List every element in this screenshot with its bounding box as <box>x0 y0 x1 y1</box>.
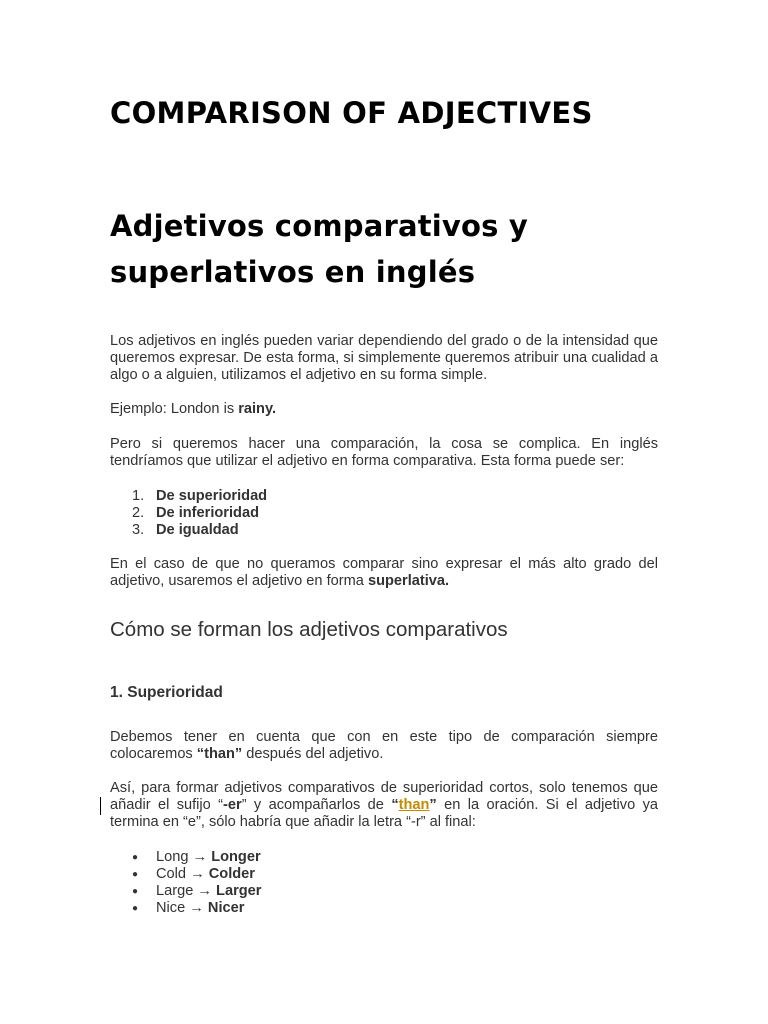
list-item <box>110 849 658 866</box>
than-rule-bold: “than” <box>196 746 243 762</box>
subsection-heading: 1. Superioridad <box>110 684 223 701</box>
example-comparative: Longer <box>211 849 261 865</box>
than-rule-text: Debemos tener en cuenta que con en este tipo de comparación siempre colocaremos <box>110 729 658 762</box>
example-text: Ejemplo: London is <box>110 401 239 417</box>
short-rule-text: Así, para formar adjetivos comparativos de superioridad cortos, solo tenemos que añadir el sufijo “ <box>110 780 658 813</box>
arrow-icon: → <box>189 900 204 916</box>
list-item <box>110 505 658 522</box>
quote-close: ” <box>429 797 437 813</box>
short-rule-paragraph <box>110 780 658 831</box>
text-cursor <box>100 797 101 815</box>
list-item <box>110 900 658 917</box>
list-number: 1. <box>132 488 145 504</box>
than-link[interactable]: than <box>398 797 430 813</box>
list-item <box>110 522 658 539</box>
example-base: Nice <box>156 900 186 916</box>
er-suffix-bold: -er <box>223 797 242 813</box>
example-base: Cold <box>156 866 187 882</box>
example-comparative: Larger <box>216 883 262 899</box>
list-item-label: De igualdad <box>156 522 239 538</box>
section-heading: Cómo se forman los adjetivos comparativos <box>110 618 508 641</box>
list-number: 2. <box>132 505 145 521</box>
list-item-label: De inferioridad <box>156 505 259 521</box>
than-rule-suffix: después del adjetivo. <box>242 746 384 762</box>
list-item <box>110 866 658 883</box>
list-item <box>110 488 658 505</box>
example-base: Large <box>156 883 194 899</box>
comparison-intro-paragraph: Pero si queremos hacer una comparación, la cosa se complica. En inglés tendríamos que utilizar el adjetivo en forma comparativa. Esta forma puede ser: <box>110 436 658 469</box>
superlative-bold: superlativa. <box>367 573 450 589</box>
superlative-text: En el caso de que no queramos comparar sino expresar el más alto grado del adjetivo, usaremos el adjetivo en forma <box>110 556 658 589</box>
list-item <box>110 883 658 900</box>
arrow-icon: → <box>192 849 208 865</box>
bullet-icon: ● <box>132 903 139 914</box>
degrees-list <box>110 488 658 539</box>
example-paragraph <box>110 401 658 418</box>
bullet-icon: ● <box>132 852 139 863</box>
intro-paragraph: Los adjetivos en inglés pueden variar dependiendo del grado o de la intensidad que queremos expresar. De esta forma, si simplemente queremos atribuir una cualidad a algo o a alguien, utilizamos el adjetivo en su forma simple. <box>110 333 658 383</box>
arrow-icon: → <box>197 883 212 899</box>
example-comparative: Colder <box>208 866 255 882</box>
quote-open: “ <box>391 797 399 813</box>
example-comparative: Nicer <box>207 900 245 916</box>
document-subtitle: Adjetivos comparativos y superlativos en inglés <box>110 209 529 289</box>
document-title: COMPARISON OF ADJECTIVES <box>110 96 593 130</box>
arrow-icon: → <box>190 866 205 882</box>
bullet-icon: ● <box>132 869 139 880</box>
short-rule-text-2: ” y acompañarlos de <box>241 797 392 813</box>
list-number: 3. <box>132 522 145 538</box>
bullet-icon: ● <box>132 886 139 897</box>
than-rule-paragraph <box>110 729 658 763</box>
example-base: Long <box>156 849 189 865</box>
short-rule-text-3: en la oración. Si el adjetivo ya termina en “e”, sólo habría que añadir la letra “-r” al final: <box>110 797 658 830</box>
example-bold: rainy. <box>238 401 277 417</box>
list-item-label: De superioridad <box>156 488 268 504</box>
examples-list <box>110 849 658 917</box>
superlative-paragraph <box>110 556 658 590</box>
